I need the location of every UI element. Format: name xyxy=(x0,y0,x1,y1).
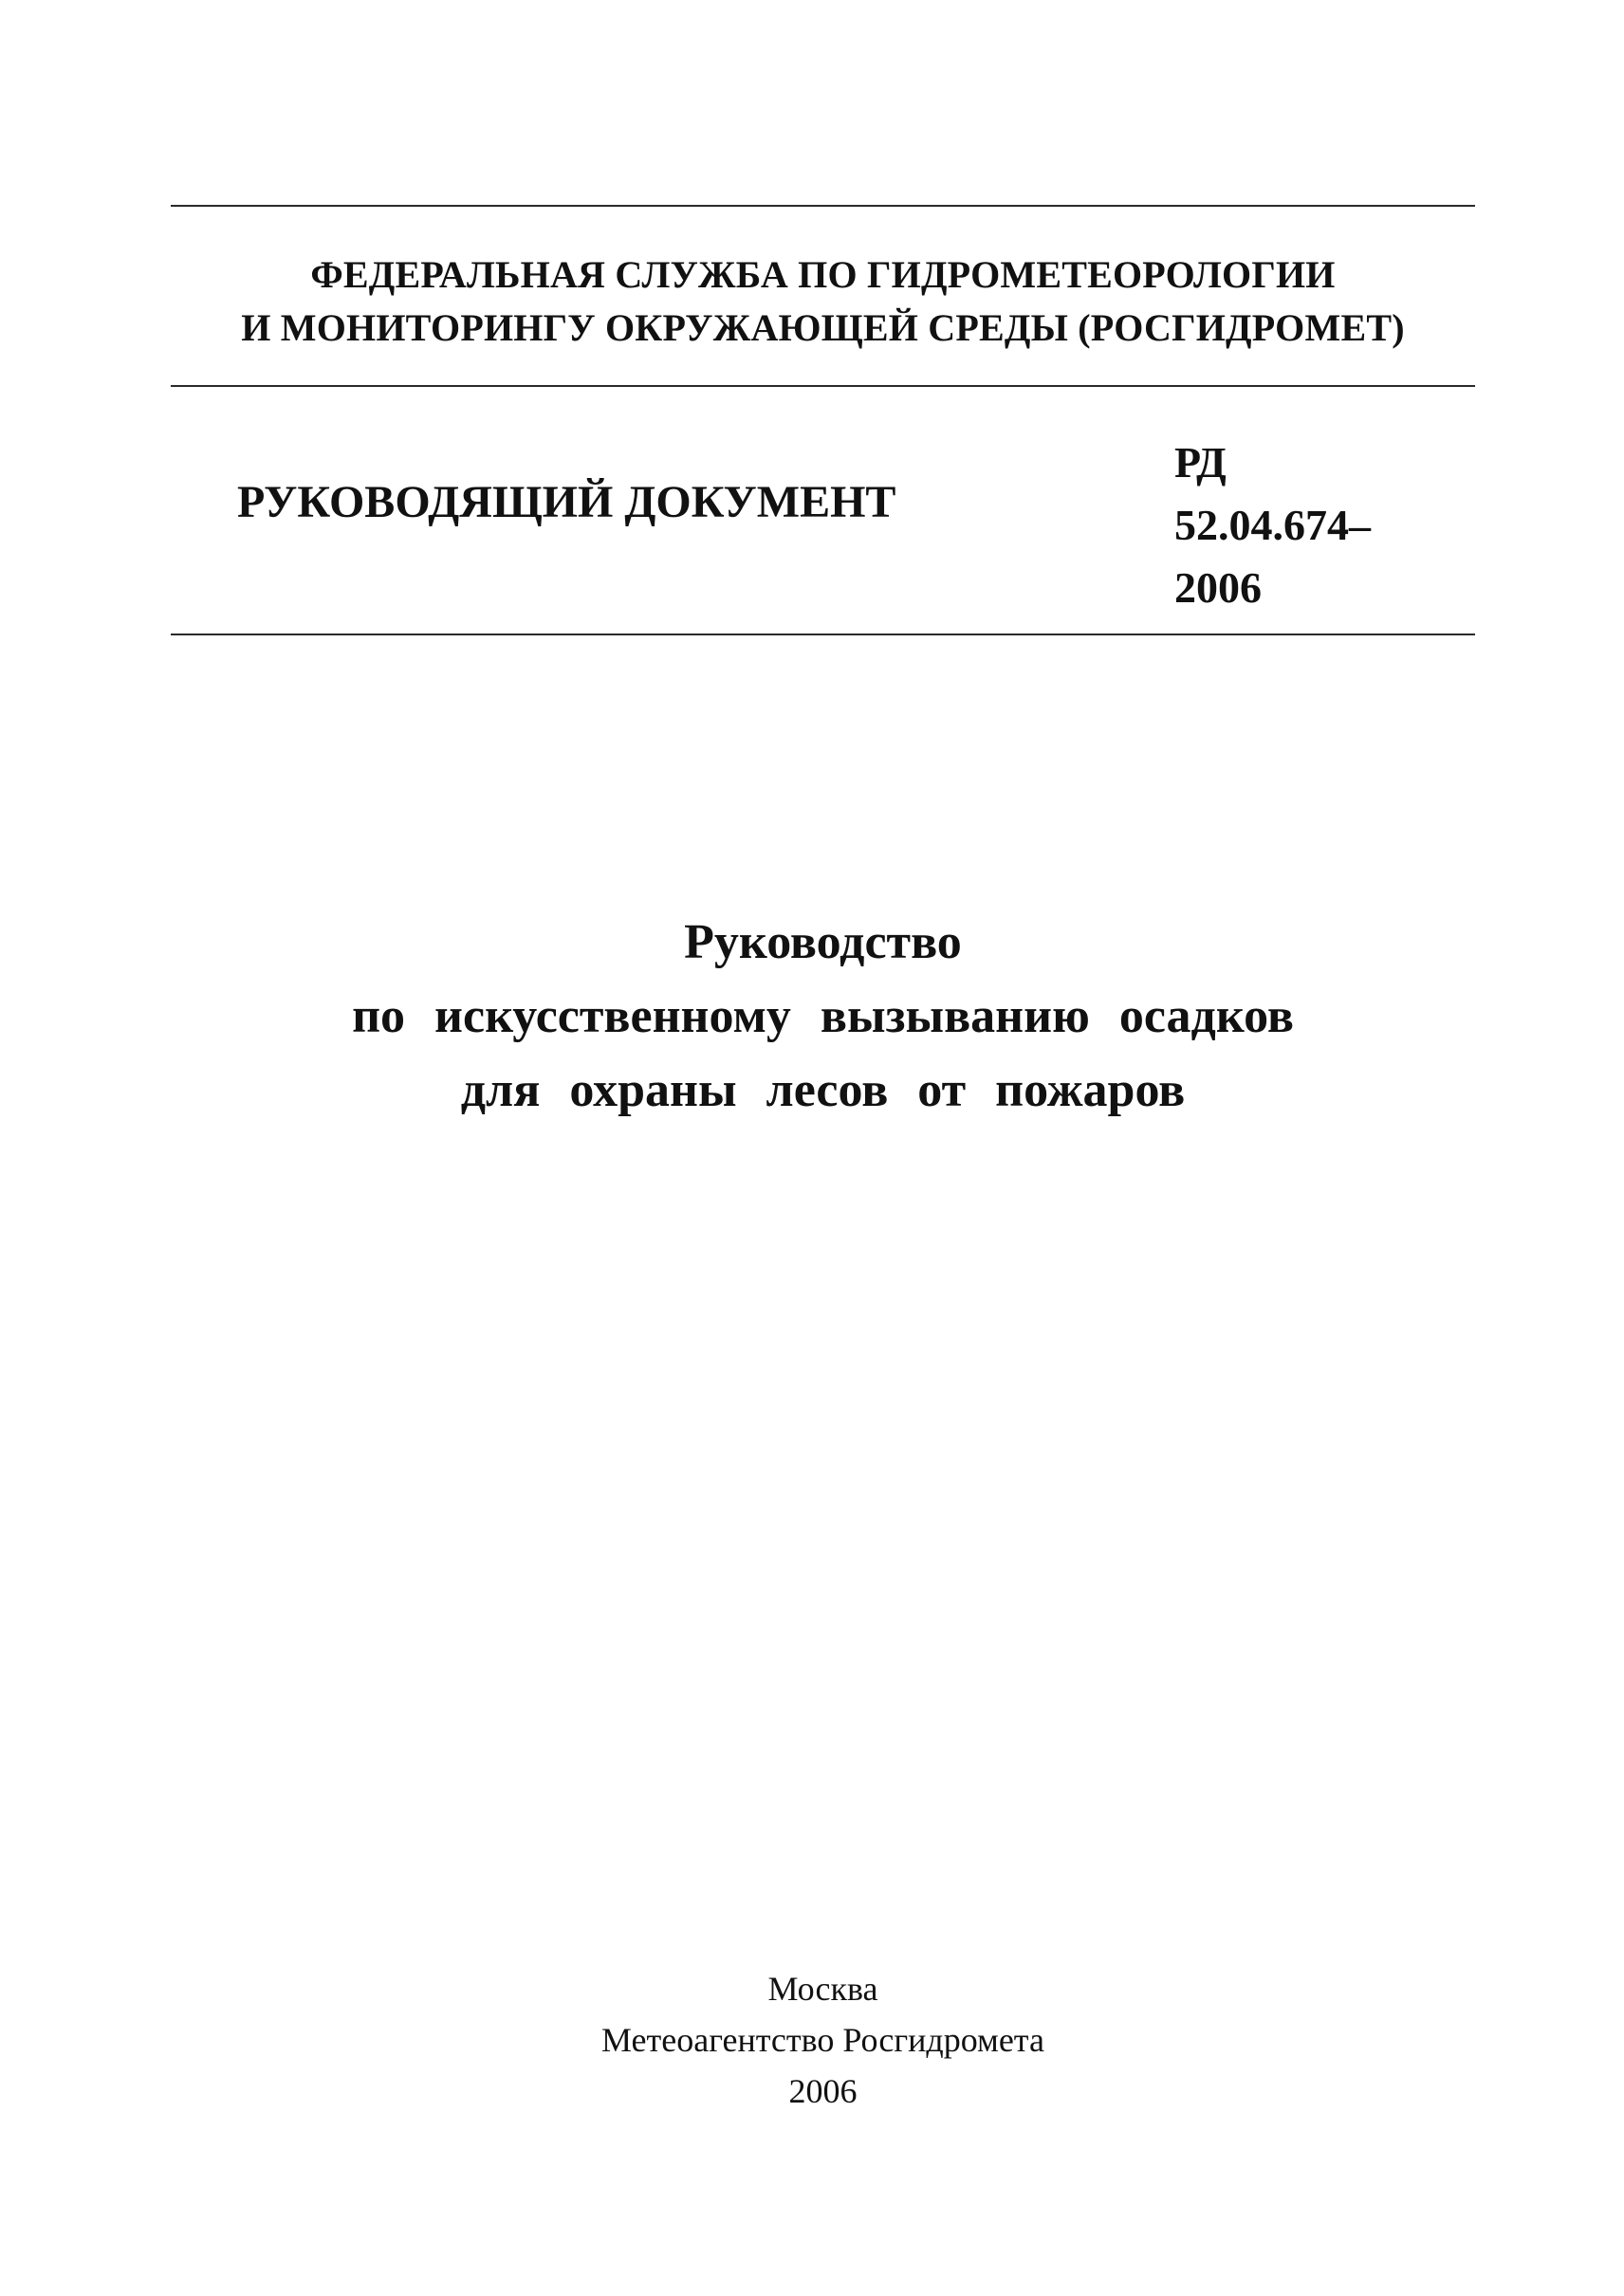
document-code xyxy=(1174,432,1371,619)
bottom-divider xyxy=(171,634,1475,635)
document-title-line-2: по искусственному вызыванию осадков xyxy=(352,989,1294,1043)
document-title-line-3: для охраны лесов от пожаров xyxy=(460,1063,1186,1117)
imprint-publisher: Метеоагентство Росгидромета xyxy=(601,2021,1044,2059)
document-type: РУКОВОДЯЩИЙ ДОКУМЕНТ xyxy=(237,477,896,527)
publication-imprint xyxy=(171,1963,1475,2117)
imprint-year: 2006 xyxy=(788,2072,858,2110)
imprint-city: Москва xyxy=(767,1970,878,2008)
agency-name-line-2: И МОНИТОРИНГУ ОКРУЖАЮЩЕЙ СРЕДЫ (РОСГИДРОМЕТ) xyxy=(241,306,1405,349)
document-code-line-3: 2006 xyxy=(1174,563,1262,612)
middle-divider xyxy=(171,385,1475,387)
document-title xyxy=(171,906,1475,1128)
agency-name xyxy=(171,248,1475,355)
agency-name-line-1: ФЕДЕРАЛЬНАЯ СЛУЖБА ПО ГИДРОМЕТЕОРОЛОГИИ xyxy=(310,253,1336,296)
document-title-line-1: Руководство xyxy=(684,915,962,969)
document-code-line-1: РД xyxy=(1174,438,1227,487)
top-divider xyxy=(171,205,1475,207)
document-code-line-2: 52.04.674– xyxy=(1174,501,1371,549)
